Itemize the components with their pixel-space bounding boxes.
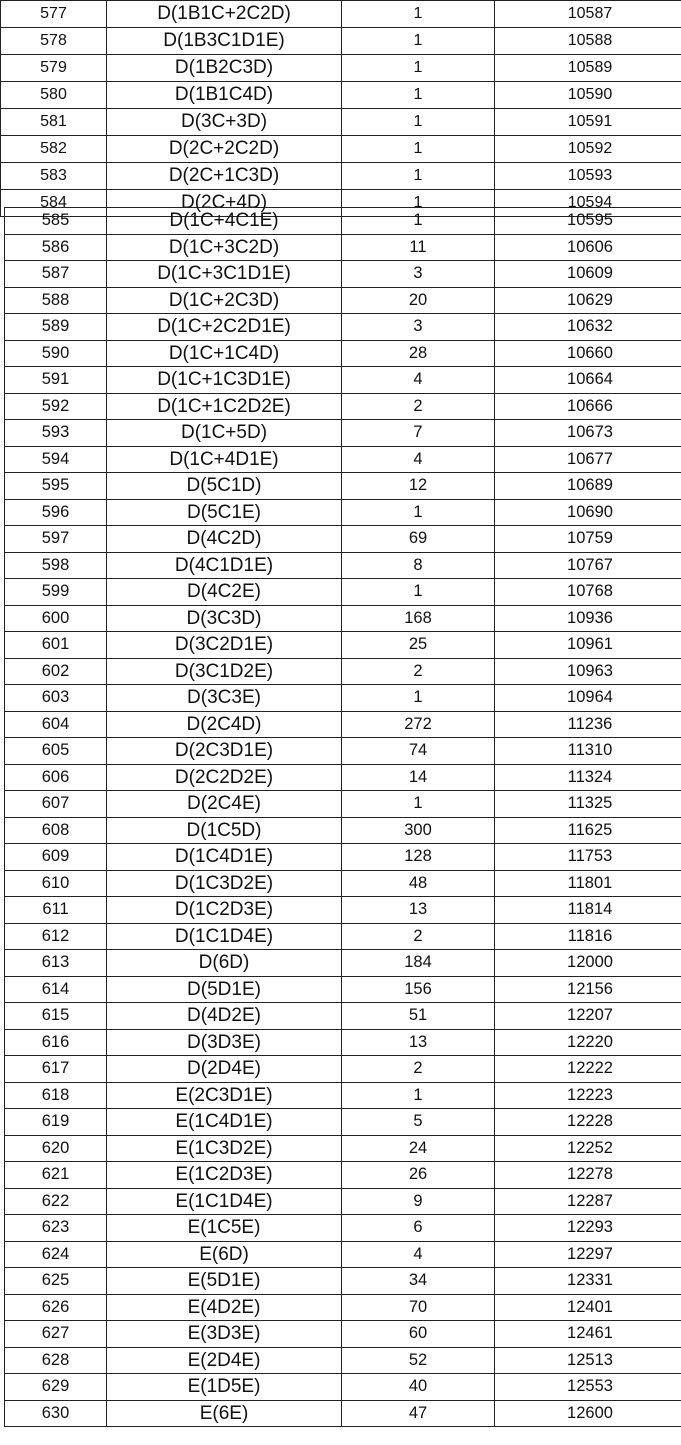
row-index-cell: 601 <box>5 632 107 659</box>
row-code-cell: D(1C+2C2D1E) <box>107 314 342 341</box>
row-count-cell: 168 <box>342 605 495 632</box>
table-row <box>5 844 681 871</box>
table-row <box>5 367 681 394</box>
row-code-cell: D(5D1E) <box>107 976 342 1003</box>
row-code-cell: E(1D5E) <box>107 1374 342 1401</box>
row-count-cell: 5 <box>342 1109 495 1136</box>
row-cumulative-cell: 11324 <box>495 764 681 791</box>
row-cumulative-cell: 10591 <box>495 109 681 136</box>
row-code-cell: D(2C4E) <box>107 791 342 818</box>
row-code-cell: D(1C+4D1E) <box>107 446 342 473</box>
row-index-cell: 609 <box>5 844 107 871</box>
table-row <box>5 446 681 473</box>
row-index-cell: 621 <box>5 1162 107 1189</box>
row-code-cell: D(1C+1C4D) <box>107 340 342 367</box>
row-index-cell: 596 <box>5 499 107 526</box>
row-count-cell: 12 <box>342 473 495 500</box>
row-code-cell: D(1C5D) <box>107 817 342 844</box>
table-row <box>5 791 681 818</box>
row-index-cell: 606 <box>5 764 107 791</box>
table-row <box>5 420 681 447</box>
row-index-cell: 608 <box>5 817 107 844</box>
table-row <box>1 163 681 190</box>
row-index-cell: 590 <box>5 340 107 367</box>
row-cumulative-cell: 12000 <box>495 950 681 977</box>
row-cumulative-cell: 11310 <box>495 738 681 765</box>
row-count-cell: 4 <box>342 446 495 473</box>
row-index-cell: 619 <box>5 1109 107 1136</box>
row-index-cell: 613 <box>5 950 107 977</box>
table-row <box>5 1400 681 1427</box>
row-index-cell: 611 <box>5 897 107 924</box>
table-row <box>5 261 681 288</box>
row-code-cell: D(1C+4C1E) <box>107 208 342 235</box>
row-index-cell: 599 <box>5 579 107 606</box>
row-count-cell: 1 <box>342 82 495 109</box>
row-cumulative-cell: 11625 <box>495 817 681 844</box>
table-row <box>1 82 681 109</box>
row-count-cell: 300 <box>342 817 495 844</box>
row-count-cell: 1 <box>342 136 495 163</box>
row-code-cell: D(1B1C4D) <box>107 82 342 109</box>
row-code-cell: D(1C+1C2D2E) <box>107 393 342 420</box>
row-count-cell: 13 <box>342 897 495 924</box>
row-count-cell: 60 <box>342 1321 495 1348</box>
row-count-cell: 1 <box>342 1082 495 1109</box>
row-count-cell: 128 <box>342 844 495 871</box>
row-code-cell: E(6D) <box>107 1241 342 1268</box>
row-code-cell: D(2C3D1E) <box>107 738 342 765</box>
row-code-cell: E(1C3D2E) <box>107 1135 342 1162</box>
row-cumulative-cell: 12228 <box>495 1109 681 1136</box>
row-code-cell: D(4C2E) <box>107 579 342 606</box>
row-count-cell: 1 <box>342 791 495 818</box>
row-index-cell: 629 <box>5 1374 107 1401</box>
row-code-cell: D(1C+5D) <box>107 420 342 447</box>
row-index-cell: 597 <box>5 526 107 553</box>
row-cumulative-cell: 11814 <box>495 897 681 924</box>
row-code-cell: D(1C+2C3D) <box>107 287 342 314</box>
row-cumulative-cell: 12252 <box>495 1135 681 1162</box>
row-code-cell: D(3C+3D) <box>107 109 342 136</box>
row-code-cell: D(4C1D1E) <box>107 552 342 579</box>
row-count-cell: 51 <box>342 1003 495 1030</box>
row-cumulative-cell: 11236 <box>495 711 681 738</box>
row-cumulative-cell: 10595 <box>495 208 681 235</box>
row-cumulative-cell: 12331 <box>495 1268 681 1295</box>
row-cumulative-cell: 12207 <box>495 1003 681 1030</box>
row-code-cell: D(1C2D3E) <box>107 897 342 924</box>
row-cumulative-cell: 10590 <box>495 82 681 109</box>
row-count-cell: 4 <box>342 367 495 394</box>
row-count-cell: 47 <box>342 1400 495 1427</box>
row-cumulative-cell: 12287 <box>495 1188 681 1215</box>
row-index-cell: 622 <box>5 1188 107 1215</box>
row-cumulative-cell: 11325 <box>495 791 681 818</box>
table-row <box>1 28 681 55</box>
row-index-cell: 614 <box>5 976 107 1003</box>
row-count-cell: 25 <box>342 632 495 659</box>
row-code-cell: D(4D2E) <box>107 1003 342 1030</box>
table-row <box>5 764 681 791</box>
row-index-cell: 578 <box>1 28 107 55</box>
row-index-cell: 595 <box>5 473 107 500</box>
table-row <box>5 685 681 712</box>
row-count-cell: 2 <box>342 658 495 685</box>
table-row <box>5 1347 681 1374</box>
row-cumulative-cell: 11753 <box>495 844 681 871</box>
row-code-cell: D(6D) <box>107 950 342 977</box>
row-index-cell: 580 <box>1 82 107 109</box>
row-count-cell: 156 <box>342 976 495 1003</box>
row-index-cell: 623 <box>5 1215 107 1242</box>
row-cumulative-cell: 10629 <box>495 287 681 314</box>
row-code-cell: E(1C4D1E) <box>107 1109 342 1136</box>
row-count-cell: 1 <box>342 579 495 606</box>
row-code-cell: D(5C1D) <box>107 473 342 500</box>
row-code-cell: D(2D4E) <box>107 1056 342 1083</box>
row-count-cell: 2 <box>342 393 495 420</box>
row-index-cell: 624 <box>5 1241 107 1268</box>
row-code-cell: E(1C5E) <box>107 1215 342 1242</box>
row-cumulative-cell: 12278 <box>495 1162 681 1189</box>
row-count-cell: 3 <box>342 314 495 341</box>
table-row <box>5 526 681 553</box>
row-index-cell: 589 <box>5 314 107 341</box>
table-row <box>5 897 681 924</box>
data-table-bottom <box>4 207 681 1427</box>
table-row <box>5 1162 681 1189</box>
row-count-cell: 1 <box>342 163 495 190</box>
row-count-cell: 34 <box>342 1268 495 1295</box>
table-row <box>5 287 681 314</box>
row-cumulative-cell: 10673 <box>495 420 681 447</box>
table-row <box>1 136 681 163</box>
row-cumulative-cell: 12513 <box>495 1347 681 1374</box>
row-code-cell: D(1C3D2E) <box>107 870 342 897</box>
table-row <box>5 1188 681 1215</box>
row-count-cell: 48 <box>342 870 495 897</box>
row-code-cell: D(1C+1C3D1E) <box>107 367 342 394</box>
row-cumulative-cell: 10677 <box>495 446 681 473</box>
row-cumulative-cell: 10606 <box>495 234 681 261</box>
row-count-cell: 70 <box>342 1294 495 1321</box>
row-code-cell: D(1B3C1D1E) <box>107 28 342 55</box>
row-cumulative-cell: 10768 <box>495 579 681 606</box>
table-row <box>5 976 681 1003</box>
row-code-cell: D(5C1E) <box>107 499 342 526</box>
row-cumulative-cell: 12461 <box>495 1321 681 1348</box>
table-row <box>5 1135 681 1162</box>
row-index-cell: 617 <box>5 1056 107 1083</box>
row-index-cell: 585 <box>5 208 107 235</box>
table-row <box>5 1268 681 1295</box>
table-row <box>1 1 681 28</box>
row-code-cell: D(4C2D) <box>107 526 342 553</box>
row-cumulative-cell: 10660 <box>495 340 681 367</box>
table-row <box>5 1294 681 1321</box>
row-cumulative-cell: 10936 <box>495 605 681 632</box>
row-cumulative-cell: 12220 <box>495 1029 681 1056</box>
row-index-cell: 627 <box>5 1321 107 1348</box>
table-row <box>5 234 681 261</box>
table-row <box>5 1029 681 1056</box>
row-code-cell: D(2C4D) <box>107 711 342 738</box>
row-cumulative-cell: 11801 <box>495 870 681 897</box>
row-cumulative-cell: 10594 <box>495 190 681 217</box>
row-index-cell: 587 <box>5 261 107 288</box>
row-count-cell: 4 <box>342 1241 495 1268</box>
table-row <box>5 658 681 685</box>
row-cumulative-cell: 10689 <box>495 473 681 500</box>
row-index-cell: 626 <box>5 1294 107 1321</box>
table-row <box>5 499 681 526</box>
row-index-cell: 604 <box>5 711 107 738</box>
row-index-cell: 602 <box>5 658 107 685</box>
row-count-cell: 184 <box>342 950 495 977</box>
row-index-cell: 593 <box>5 420 107 447</box>
row-code-cell: D(3D3E) <box>107 1029 342 1056</box>
table-row <box>5 738 681 765</box>
row-count-cell: 3 <box>342 261 495 288</box>
row-index-cell: 579 <box>1 55 107 82</box>
table-row <box>1 109 681 136</box>
row-cumulative-cell: 10664 <box>495 367 681 394</box>
row-index-cell: 592 <box>5 393 107 420</box>
table-row <box>5 605 681 632</box>
row-cumulative-cell: 10632 <box>495 314 681 341</box>
row-code-cell: E(3D3E) <box>107 1321 342 1348</box>
row-code-cell: D(1C4D1E) <box>107 844 342 871</box>
row-code-cell: D(1C1D4E) <box>107 923 342 950</box>
row-cumulative-cell: 10767 <box>495 552 681 579</box>
row-cumulative-cell: 10759 <box>495 526 681 553</box>
row-index-cell: 600 <box>5 605 107 632</box>
row-code-cell: D(1B2C3D) <box>107 55 342 82</box>
row-index-cell: 630 <box>5 1400 107 1427</box>
row-index-cell: 605 <box>5 738 107 765</box>
row-count-cell: 7 <box>342 420 495 447</box>
row-cumulative-cell: 11816 <box>495 923 681 950</box>
row-count-cell: 69 <box>342 526 495 553</box>
row-count-cell: 2 <box>342 923 495 950</box>
row-index-cell: 603 <box>5 685 107 712</box>
row-count-cell: 74 <box>342 738 495 765</box>
table-row <box>5 950 681 977</box>
row-code-cell: D(2C2D2E) <box>107 764 342 791</box>
row-index-cell: 616 <box>5 1029 107 1056</box>
row-index-cell: 598 <box>5 552 107 579</box>
row-count-cell: 1 <box>342 685 495 712</box>
row-count-cell: 26 <box>342 1162 495 1189</box>
row-index-cell: 620 <box>5 1135 107 1162</box>
row-count-cell: 11 <box>342 234 495 261</box>
row-cumulative-cell: 12401 <box>495 1294 681 1321</box>
row-cumulative-cell: 10609 <box>495 261 681 288</box>
row-index-cell: 615 <box>5 1003 107 1030</box>
row-code-cell: D(3C3E) <box>107 685 342 712</box>
table-row <box>5 579 681 606</box>
table-row <box>5 817 681 844</box>
row-index-cell: 610 <box>5 870 107 897</box>
row-cumulative-cell: 10588 <box>495 28 681 55</box>
row-index-cell: 581 <box>1 109 107 136</box>
row-index-cell: 583 <box>1 163 107 190</box>
table-row <box>5 208 681 235</box>
row-code-cell: D(1C+3C2D) <box>107 234 342 261</box>
row-count-cell: 14 <box>342 764 495 791</box>
row-code-cell: E(5D1E) <box>107 1268 342 1295</box>
table-row <box>5 473 681 500</box>
row-cumulative-cell: 12222 <box>495 1056 681 1083</box>
row-code-cell: D(1C+3C1D1E) <box>107 261 342 288</box>
row-count-cell: 1 <box>342 55 495 82</box>
row-count-cell: 24 <box>342 1135 495 1162</box>
row-cumulative-cell: 12293 <box>495 1215 681 1242</box>
row-count-cell: 40 <box>342 1374 495 1401</box>
row-cumulative-cell: 10589 <box>495 55 681 82</box>
row-index-cell: 625 <box>5 1268 107 1295</box>
table-row <box>5 340 681 367</box>
table-row <box>5 393 681 420</box>
row-count-cell: 6 <box>342 1215 495 1242</box>
row-count-cell: 2 <box>342 1056 495 1083</box>
table-row <box>5 1374 681 1401</box>
table-row <box>5 923 681 950</box>
row-cumulative-cell: 10592 <box>495 136 681 163</box>
row-count-cell: 1 <box>342 208 495 235</box>
row-count-cell: 20 <box>342 287 495 314</box>
row-count-cell: 9 <box>342 1188 495 1215</box>
row-code-cell: D(2C+2C2D) <box>107 136 342 163</box>
row-cumulative-cell: 10964 <box>495 685 681 712</box>
row-code-cell: D(3C3D) <box>107 605 342 632</box>
row-code-cell: D(2C+4D) <box>107 190 342 217</box>
row-count-cell: 1 <box>342 1 495 28</box>
row-cumulative-cell: 12553 <box>495 1374 681 1401</box>
row-cumulative-cell: 10690 <box>495 499 681 526</box>
row-index-cell: 612 <box>5 923 107 950</box>
data-table-top <box>0 0 681 217</box>
row-cumulative-cell: 12156 <box>495 976 681 1003</box>
row-index-cell: 591 <box>5 367 107 394</box>
row-count-cell: 13 <box>342 1029 495 1056</box>
row-code-cell: E(1C1D4E) <box>107 1188 342 1215</box>
row-count-cell: 1 <box>342 109 495 136</box>
row-cumulative-cell: 10961 <box>495 632 681 659</box>
row-index-cell: 607 <box>5 791 107 818</box>
table-row <box>5 1241 681 1268</box>
row-index-cell: 628 <box>5 1347 107 1374</box>
row-code-cell: E(6E) <box>107 1400 342 1427</box>
row-code-cell: E(2D4E) <box>107 1347 342 1374</box>
row-count-cell: 272 <box>342 711 495 738</box>
row-index-cell: 577 <box>1 1 107 28</box>
row-cumulative-cell: 12600 <box>495 1400 681 1427</box>
row-cumulative-cell: 12297 <box>495 1241 681 1268</box>
row-cumulative-cell: 10963 <box>495 658 681 685</box>
row-count-cell: 52 <box>342 1347 495 1374</box>
row-index-cell: 582 <box>1 136 107 163</box>
table-row <box>5 1109 681 1136</box>
row-index-cell: 588 <box>5 287 107 314</box>
table-row <box>5 1321 681 1348</box>
row-index-cell: 618 <box>5 1082 107 1109</box>
table-row <box>5 870 681 897</box>
row-count-cell: 1 <box>342 190 495 217</box>
table-row <box>5 552 681 579</box>
table-row <box>5 314 681 341</box>
row-count-cell: 8 <box>342 552 495 579</box>
table-row <box>5 1082 681 1109</box>
row-code-cell: E(2C3D1E) <box>107 1082 342 1109</box>
row-count-cell: 1 <box>342 28 495 55</box>
table-row <box>5 711 681 738</box>
row-index-cell: 584 <box>1 190 107 217</box>
row-cumulative-cell: 12223 <box>495 1082 681 1109</box>
table-row <box>5 632 681 659</box>
row-cumulative-cell: 10593 <box>495 163 681 190</box>
row-code-cell: D(1B1C+2C2D) <box>107 1 342 28</box>
table-row <box>5 1215 681 1242</box>
row-code-cell: E(4D2E) <box>107 1294 342 1321</box>
row-index-cell: 586 <box>5 234 107 261</box>
table-row <box>5 1056 681 1083</box>
table-row <box>5 1003 681 1030</box>
row-code-cell: D(3C2D1E) <box>107 632 342 659</box>
row-code-cell: D(2C+1C3D) <box>107 163 342 190</box>
row-cumulative-cell: 10587 <box>495 1 681 28</box>
table-row <box>1 55 681 82</box>
row-count-cell: 28 <box>342 340 495 367</box>
row-cumulative-cell: 10666 <box>495 393 681 420</box>
row-count-cell: 1 <box>342 499 495 526</box>
row-index-cell: 594 <box>5 446 107 473</box>
row-code-cell: D(3C1D2E) <box>107 658 342 685</box>
row-code-cell: E(1C2D3E) <box>107 1162 342 1189</box>
